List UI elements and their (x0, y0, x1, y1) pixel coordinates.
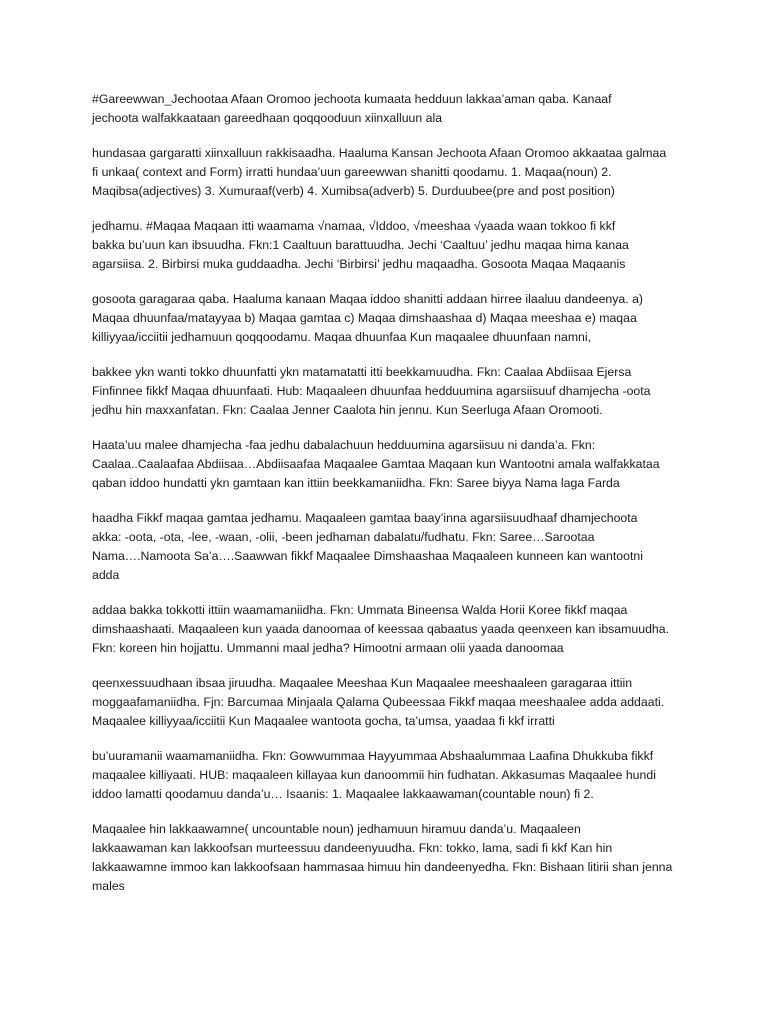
paragraph-5: bakkee ykn wanti tokko dhuunfatti ykn matamatatti itti beekkamuudha. Fkn: Caalaa Abdiisaa Ejersa Finfinnee fikkf Maqaa dhuunfaati. Hub: Maqaaleen dhuunfaa hedduumina agarsiisuuf dhamjecha -oota jedhu hin maxxanfatan. Fkn: Caalaa Jenner Caalota hin jennu. Kun Seerluga Afaan Oromooti. (92, 365, 651, 417)
paragraph-6: Haata’uu malee dhamjecha -faa jedhu dabalachuun hedduumina agarsiisuu ni danda’a. Fkn: Caalaa..Caalaafaa Abdiisaa…Abdiisaafaa Maqaalee Gamtaa Maqaan kun Wantootni amala walfakkataa qaban iddoo hundatti ykn gamtaan kan ittiin beekkamaniidha. Fkn: Saree biyya Nama laga Farda (92, 438, 660, 490)
paragraph-11: Maqaalee hin lakkaawamne( uncountable noun) jedhamuun hiramuu danda’u. Maqaaleen lakkaawaman kan lakkoofsan murteessuu dandeenyuudha. Fkn: tokko, lama, sadi fi kkf Kan hin lakkaawamne immoo kan lakkoofsaan hammasaa himuu hin dandeenyedha. Fkn: Bishaan litirii shan jenna males (92, 822, 673, 893)
paragraph-2: hundasaa gargaratti xiinxalluun rakkisaadha. Haaluma Kansan Jechoota Afaan Oromoo akkaataa galmaa fi unkaa( context and Form) irratti hundaa’uun gareewwan shanitti qoodamu. 1. Maqaa(noun) 2. Maqibsa(adjectives) 3. Xumuraaf(verb) 4. Xumibsa(adverb) 5. Durduubee(pre and post position) (92, 146, 667, 198)
paragraph-3: jedhamu. #Maqaa Maqaan itti waamama √namaa, √Iddoo, √meeshaa √yaada waan tokkoo fi kkf bakka bu’uun kan ibsuudha. Fkn:1 Caaltuun barattuudha. Jechi ‘Caaltuu’ jedhu maqaa hima kanaa agarsiisa. 2. Birbirsi muka guddaadha. Jechi ‘Birbirsi’ jedhu maqaadha. Gosoota Maqaa Maqaanis (92, 219, 629, 271)
paragraph-4: gosoota garagaraa qaba. Haaluma kanaan Maqaa iddoo shanitti addaan hirree ilaaluu dandeenya. a) Maqaa dhuunfaa/matayyaa b) Maqaa gamtaa c) Maqaa dimshaashaa d) Maqaa meeshaa e) maqaa killiyyaa/icciitii jedhamuun qoqqoodamu. Maqaa dhuunfaa Kun maqaalee dhuunfaan namni, (92, 292, 644, 344)
paragraph-8: addaa bakka tokkotti ittiin waamamaniidha. Fkn: Ummata Bineensa Walda Horii Koree fikkf maqaa dimshaashaati. Maqaaleen kun yaada danoomaa of keessaa qabaatus yaada qeenxeen kan ibsamuudha. Fkn: koreen hin hojjattu. Ummanni maal jedha? Himootni armaan olii yaada danoomaa (92, 603, 670, 655)
paragraph-7: haadha Fikkf maqaa gamtaa jedhamu. Maqaaleen gamtaa baay’inna agarsiisuudhaaf dhamjechoota akka: -oota, -ota, -lee, -waan, -olii, -been jedhaman dabalatu/fudhatu. Fkn: Saree…Sarootaa Nama….Namoota Sa’a….Saawwan fikkf Maqaalee Dimshaashaa Maqaaleen kunneen kan wantootni adda (92, 511, 643, 582)
document-body (92, 90, 692, 912)
paragraph-9: qeenxessuudhaan ibsaa jiruudha. Maqaalee Meeshaa Kun Maqaalee meeshaaleen garagaraa ittiin moggaafamaniidha. Fjn: Barcumaa Minjaala Qalama Qubeessaa Fikkf maqaa meeshaalee adda addaati. Maqaalee killiyyaa/icciitii Kun Maqaalee wantoota gocha, ta’umsa, yaadaa fi kkf irratti (92, 676, 665, 728)
paragraph-10: bu’uuramanii waamamaniidha. Fkn: Gowwummaa Hayyummaa Abshaalummaa Laafina Dhukkuba fikkf maqaalee killiyaati. HUB: maqaaleen killayaa kun danoommii hin fudhatan. Akkasumas Maqaalee hundi iddoo lamatti qoodamuu danda’u… Isaanis: 1. Maqaalee lakkaawaman(countable noun) fi 2. (92, 749, 656, 801)
paragraph-1: #Gareewwan_Jechootaa Afaan Oromoo jechoota kumaata hedduun lakkaa’aman qaba. Kanaaf jechoota walfakkaataan gareedhaan qoqqooduun xiinxalluun ala (92, 92, 612, 125)
